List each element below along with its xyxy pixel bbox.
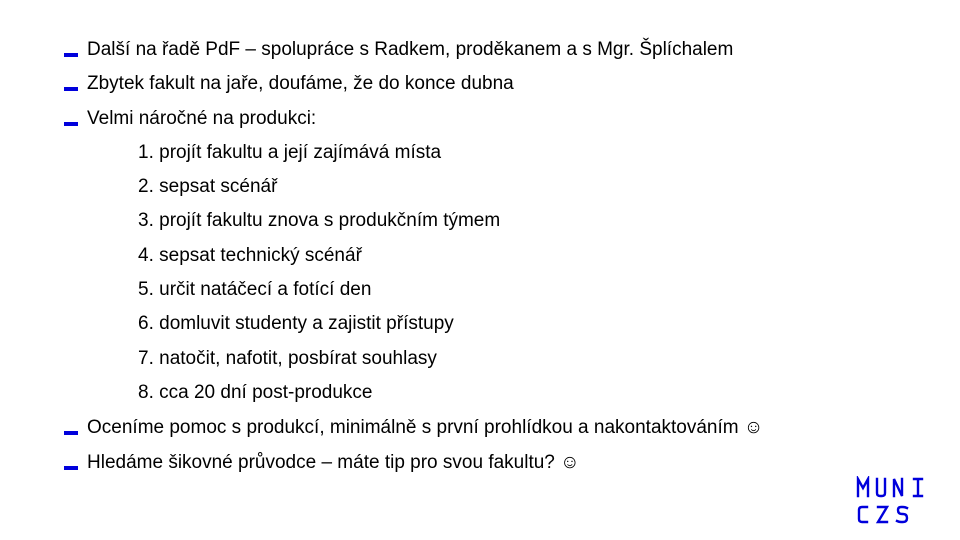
bullet-text: Oceníme pomoc s produkcí, minimálně s první prohlídkou a nakontaktováním ☺ (87, 417, 764, 438)
step-7: 7. natočit, nafotit, posbírat souhlasy (138, 348, 437, 369)
step-5: 5. určit natáčecí a fotící den (138, 279, 372, 300)
step-8: 8. cca 20 dní post-produkce (138, 382, 373, 403)
step-4: 4. sepsat technický scénář (138, 245, 362, 266)
bullet-marker (64, 431, 78, 435)
bullet-marker (64, 122, 78, 126)
bullet-text: Velmi náročné na produkci: (87, 108, 317, 129)
step-2: 2. sepsat scénář (138, 176, 278, 197)
bullet-text: Zbytek fakult na jaře, doufáme, že do konce dubna (87, 73, 514, 94)
bullet-text: Další na řadě PdF – spolupráce s Radkem, proděkanem a s Mgr. Šplíchalem (87, 39, 734, 60)
bullet-marker (64, 87, 78, 91)
bullet-text: Hledáme šikovné průvodce – máte tip pro svou fakultu? ☺ (87, 452, 580, 473)
bullet-marker (64, 53, 78, 57)
muni-logo (856, 476, 926, 526)
step-3: 3. projít fakultu znova s produkčním týmem (138, 210, 501, 231)
step-6: 6. domluvit studenty a zajistit přístupy (138, 313, 454, 334)
step-1: 1. projít fakultu a její zajímává místa (138, 142, 442, 163)
bullet-marker (64, 466, 78, 470)
